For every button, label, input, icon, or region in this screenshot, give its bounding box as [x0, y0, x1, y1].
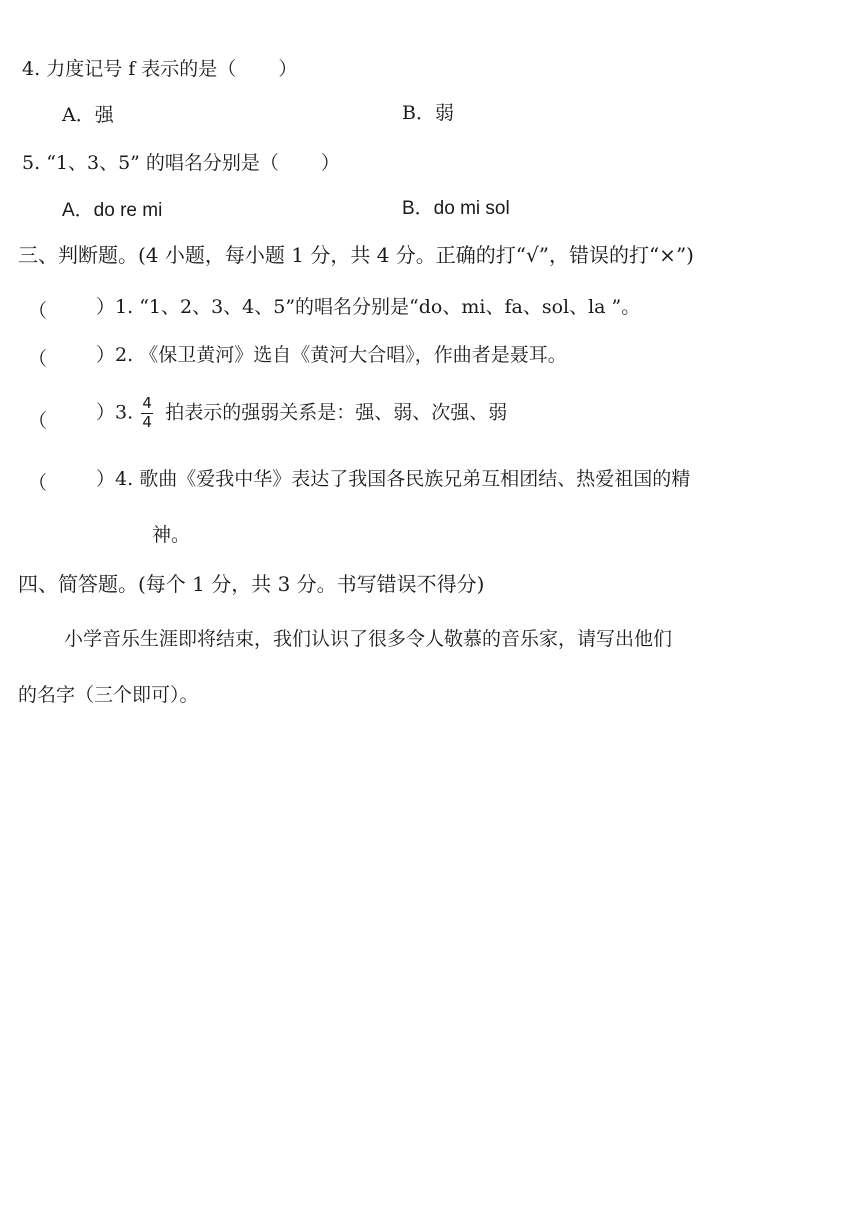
judgment-4-open-paren: （ — [28, 472, 48, 494]
question-4-close: ） — [278, 58, 298, 80]
judgment-4 — [96, 468, 690, 491]
judgment-4-continuation: 神。 — [152, 524, 191, 546]
time-signature — [141, 396, 153, 431]
question-4 — [22, 58, 297, 81]
question-5-text: “1、3、5” 的唱名分别是（ — [46, 152, 279, 174]
judgment-2 — [96, 344, 567, 367]
judgment-1 — [96, 296, 640, 319]
time-signature-denominator: 4 — [142, 412, 152, 431]
section-4-paragraph-line-1: 小学音乐生涯即将结束，我们认识了很多令人敬慕的音乐家，请写出他们 — [64, 628, 673, 650]
section-4-paragraph-line-2: 的名字（三个即可）。 — [18, 684, 199, 706]
judgment-2-text: 《保卫黄河》选自《黄河大合唱》，作曲者是聂耳。 — [139, 344, 567, 366]
judgment-1-text: “1、2、3、4、5”的唱名分别是“do、mi、fa、sol、la ”。 — [139, 296, 641, 318]
judgment-1-open-paren: （ — [28, 300, 48, 322]
judgment-4-text: 歌曲《爱我中华》表达了我国各民族兄弟互相团结、热爱祖国的精 — [139, 468, 691, 490]
judgment-3-text: 拍表示的强弱关系是：强、弱、次强、弱 — [165, 401, 508, 424]
question-5-number: 5. — [22, 152, 41, 174]
section-4-heading: 四、简答题。(每个 1 分，共 3 分。书写错误不得分) — [18, 572, 485, 596]
judgment-2-number: ）2. — [96, 344, 134, 366]
judgment-1-number: ）1. — [96, 296, 134, 318]
question-4-text: 力度记号 f 表示的是（ — [46, 58, 237, 80]
question-5-option-b: B．do mi sol — [402, 198, 510, 219]
judgment-3-number: ）3. — [96, 401, 134, 424]
judgment-4-number: ）4. — [96, 468, 134, 490]
question-4-number: 4. — [22, 58, 41, 80]
question-4-option-b: B．弱 — [402, 102, 454, 124]
question-5 — [22, 152, 340, 175]
judgment-2-open-paren: （ — [28, 348, 48, 370]
question-5-close: ） — [320, 152, 340, 174]
question-5-option-a: A．do re mi — [62, 200, 163, 221]
judgment-3-open-paren: （ — [28, 410, 48, 432]
judgment-3 — [96, 396, 507, 431]
section-3-heading: 三、判断题。(4 小题，每小题 1 分，共 4 分。正确的打“√”，错误的打“×”) — [18, 243, 694, 267]
time-signature-numerator: 4 — [142, 394, 152, 412]
question-4-option-a: A．强 — [62, 104, 114, 126]
